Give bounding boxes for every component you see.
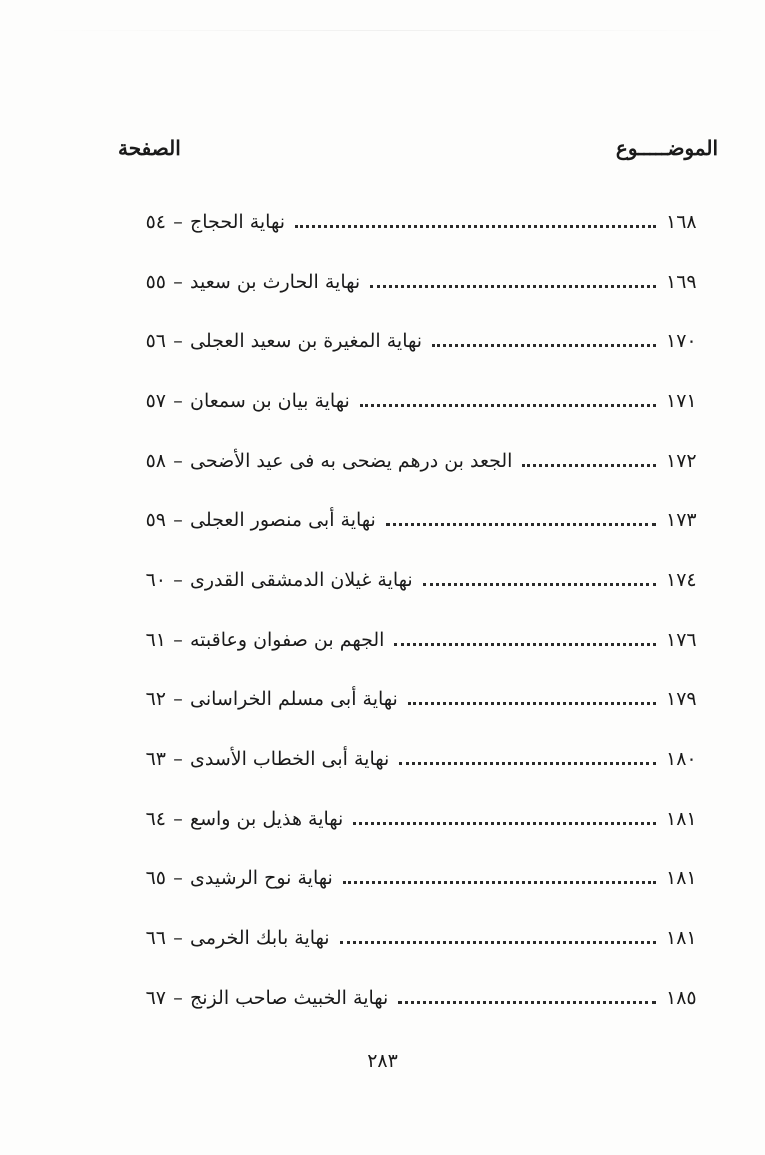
entry-dash: –	[173, 210, 183, 233]
entry-dash: –	[173, 748, 183, 771]
dot-leader	[394, 642, 656, 646]
toc-entry	[128, 849, 712, 909]
dot-leader	[340, 940, 656, 944]
page-column-heading: الصفحة	[118, 136, 181, 160]
toc-entry	[128, 192, 712, 252]
entry-title: الجهم بن صفوان وعاقبته	[190, 628, 385, 651]
entry-title: نهاية الخبيث صاحب الزنج	[190, 986, 389, 1009]
entry-title: نهاية المغيرة بن سعيد العجلى	[190, 330, 423, 353]
dot-leader	[423, 582, 656, 586]
dot-leader	[398, 1000, 656, 1004]
entry-number: ٥٦	[145, 330, 166, 353]
entry-number: ٦٧	[145, 986, 166, 1009]
entry-dash: –	[173, 628, 183, 651]
entry-page-number: ١٦٨	[666, 210, 697, 233]
entry-number: ٦١	[145, 628, 166, 651]
entry-page-number: ١٦٩	[666, 270, 697, 293]
entry-page-number: ١٨٥	[666, 986, 697, 1009]
entry-title: الجعد بن درهم يضحى به فى عيد الأضحى	[190, 449, 513, 472]
entry-title: نهاية أبى الخطاب الأسدى	[190, 748, 390, 771]
entry-title: نهاية الحارث بن سعيد	[190, 270, 361, 293]
entry-page-number: ١٨١	[666, 867, 697, 890]
entry-title: نهاية هذيل بن واسع	[190, 807, 344, 830]
toc-entry	[128, 908, 712, 968]
toc-entry	[128, 490, 712, 550]
toc-header	[118, 128, 718, 168]
entry-page-number: ١٨٠	[666, 748, 697, 771]
entry-dash: –	[173, 568, 183, 591]
toc-entry	[128, 550, 712, 610]
entry-page-number: ١٧٠	[666, 330, 697, 353]
toc-entry	[128, 431, 712, 491]
entry-title: نهاية بيان بن سمعان	[190, 389, 350, 412]
toc-entry	[128, 729, 712, 789]
entry-number: ٥٤	[145, 210, 166, 233]
entry-number: ٥٨	[145, 449, 166, 472]
toc-entry	[128, 252, 712, 312]
entry-dash: –	[173, 330, 183, 353]
entry-dash: –	[173, 688, 183, 711]
toc-entry	[128, 311, 712, 371]
entry-page-number: ١٧٩	[666, 688, 697, 711]
dot-leader	[360, 403, 656, 407]
entry-dash: –	[173, 509, 183, 532]
toc-entry	[128, 789, 712, 849]
entry-number: ٥٧	[145, 389, 166, 412]
entry-dash: –	[173, 807, 183, 830]
entry-page-number: ١٧٦	[666, 628, 697, 651]
page-number: ٢٨٣	[367, 1050, 398, 1072]
entry-number: ٥٥	[145, 270, 166, 293]
entry-dash: –	[173, 927, 183, 950]
entry-number: ٦٣	[145, 748, 166, 771]
entry-dash: –	[173, 389, 183, 412]
entry-title: نهاية بابك الخرمى	[190, 927, 330, 950]
entry-number: ٦٤	[145, 807, 166, 830]
dot-leader	[343, 880, 656, 884]
entry-title: نهاية أبى منصور العجلى	[190, 509, 376, 532]
entry-number: ٦٥	[145, 867, 166, 890]
entry-dash: –	[173, 867, 183, 890]
entry-page-number: ١٧٣	[666, 509, 697, 532]
dot-leader	[386, 522, 656, 526]
entry-dash: –	[173, 986, 183, 1009]
dot-leader	[370, 284, 656, 288]
entry-dash: –	[173, 449, 183, 472]
entry-page-number: ١٧٤	[666, 568, 697, 591]
toc-entry	[128, 610, 712, 670]
scan-edge-line	[40, 30, 735, 31]
entry-title: نهاية نوح الرشيدى	[190, 867, 333, 890]
entry-dash: –	[173, 270, 183, 293]
entry-title: نهاية غيلان الدمشقى القدرى	[190, 568, 413, 591]
entry-number: ٦٦	[145, 927, 166, 950]
entry-title: نهاية الحجاج	[190, 210, 285, 233]
entry-page-number: ١٧٢	[666, 449, 697, 472]
dot-leader	[353, 821, 656, 825]
toc-entry	[128, 968, 712, 1028]
dot-leader	[408, 701, 656, 705]
entry-page-number: ١٨١	[666, 807, 697, 830]
toc-entry	[128, 371, 712, 431]
entry-number: ٥٩	[145, 509, 166, 532]
topic-column-heading: الموضـــــوع	[615, 136, 718, 160]
dot-leader	[432, 343, 656, 347]
dot-leader	[399, 761, 656, 765]
entry-number: ٦٠	[145, 568, 166, 591]
dot-leader	[295, 224, 656, 228]
entry-page-number: ١٧١	[666, 389, 697, 412]
table-of-contents	[128, 192, 712, 1028]
toc-entry	[128, 670, 712, 730]
entry-page-number: ١٨١	[666, 927, 697, 950]
entry-number: ٦٢	[145, 688, 166, 711]
dot-leader	[522, 463, 656, 467]
entry-title: نهاية أبى مسلم الخراسانى	[190, 688, 398, 711]
